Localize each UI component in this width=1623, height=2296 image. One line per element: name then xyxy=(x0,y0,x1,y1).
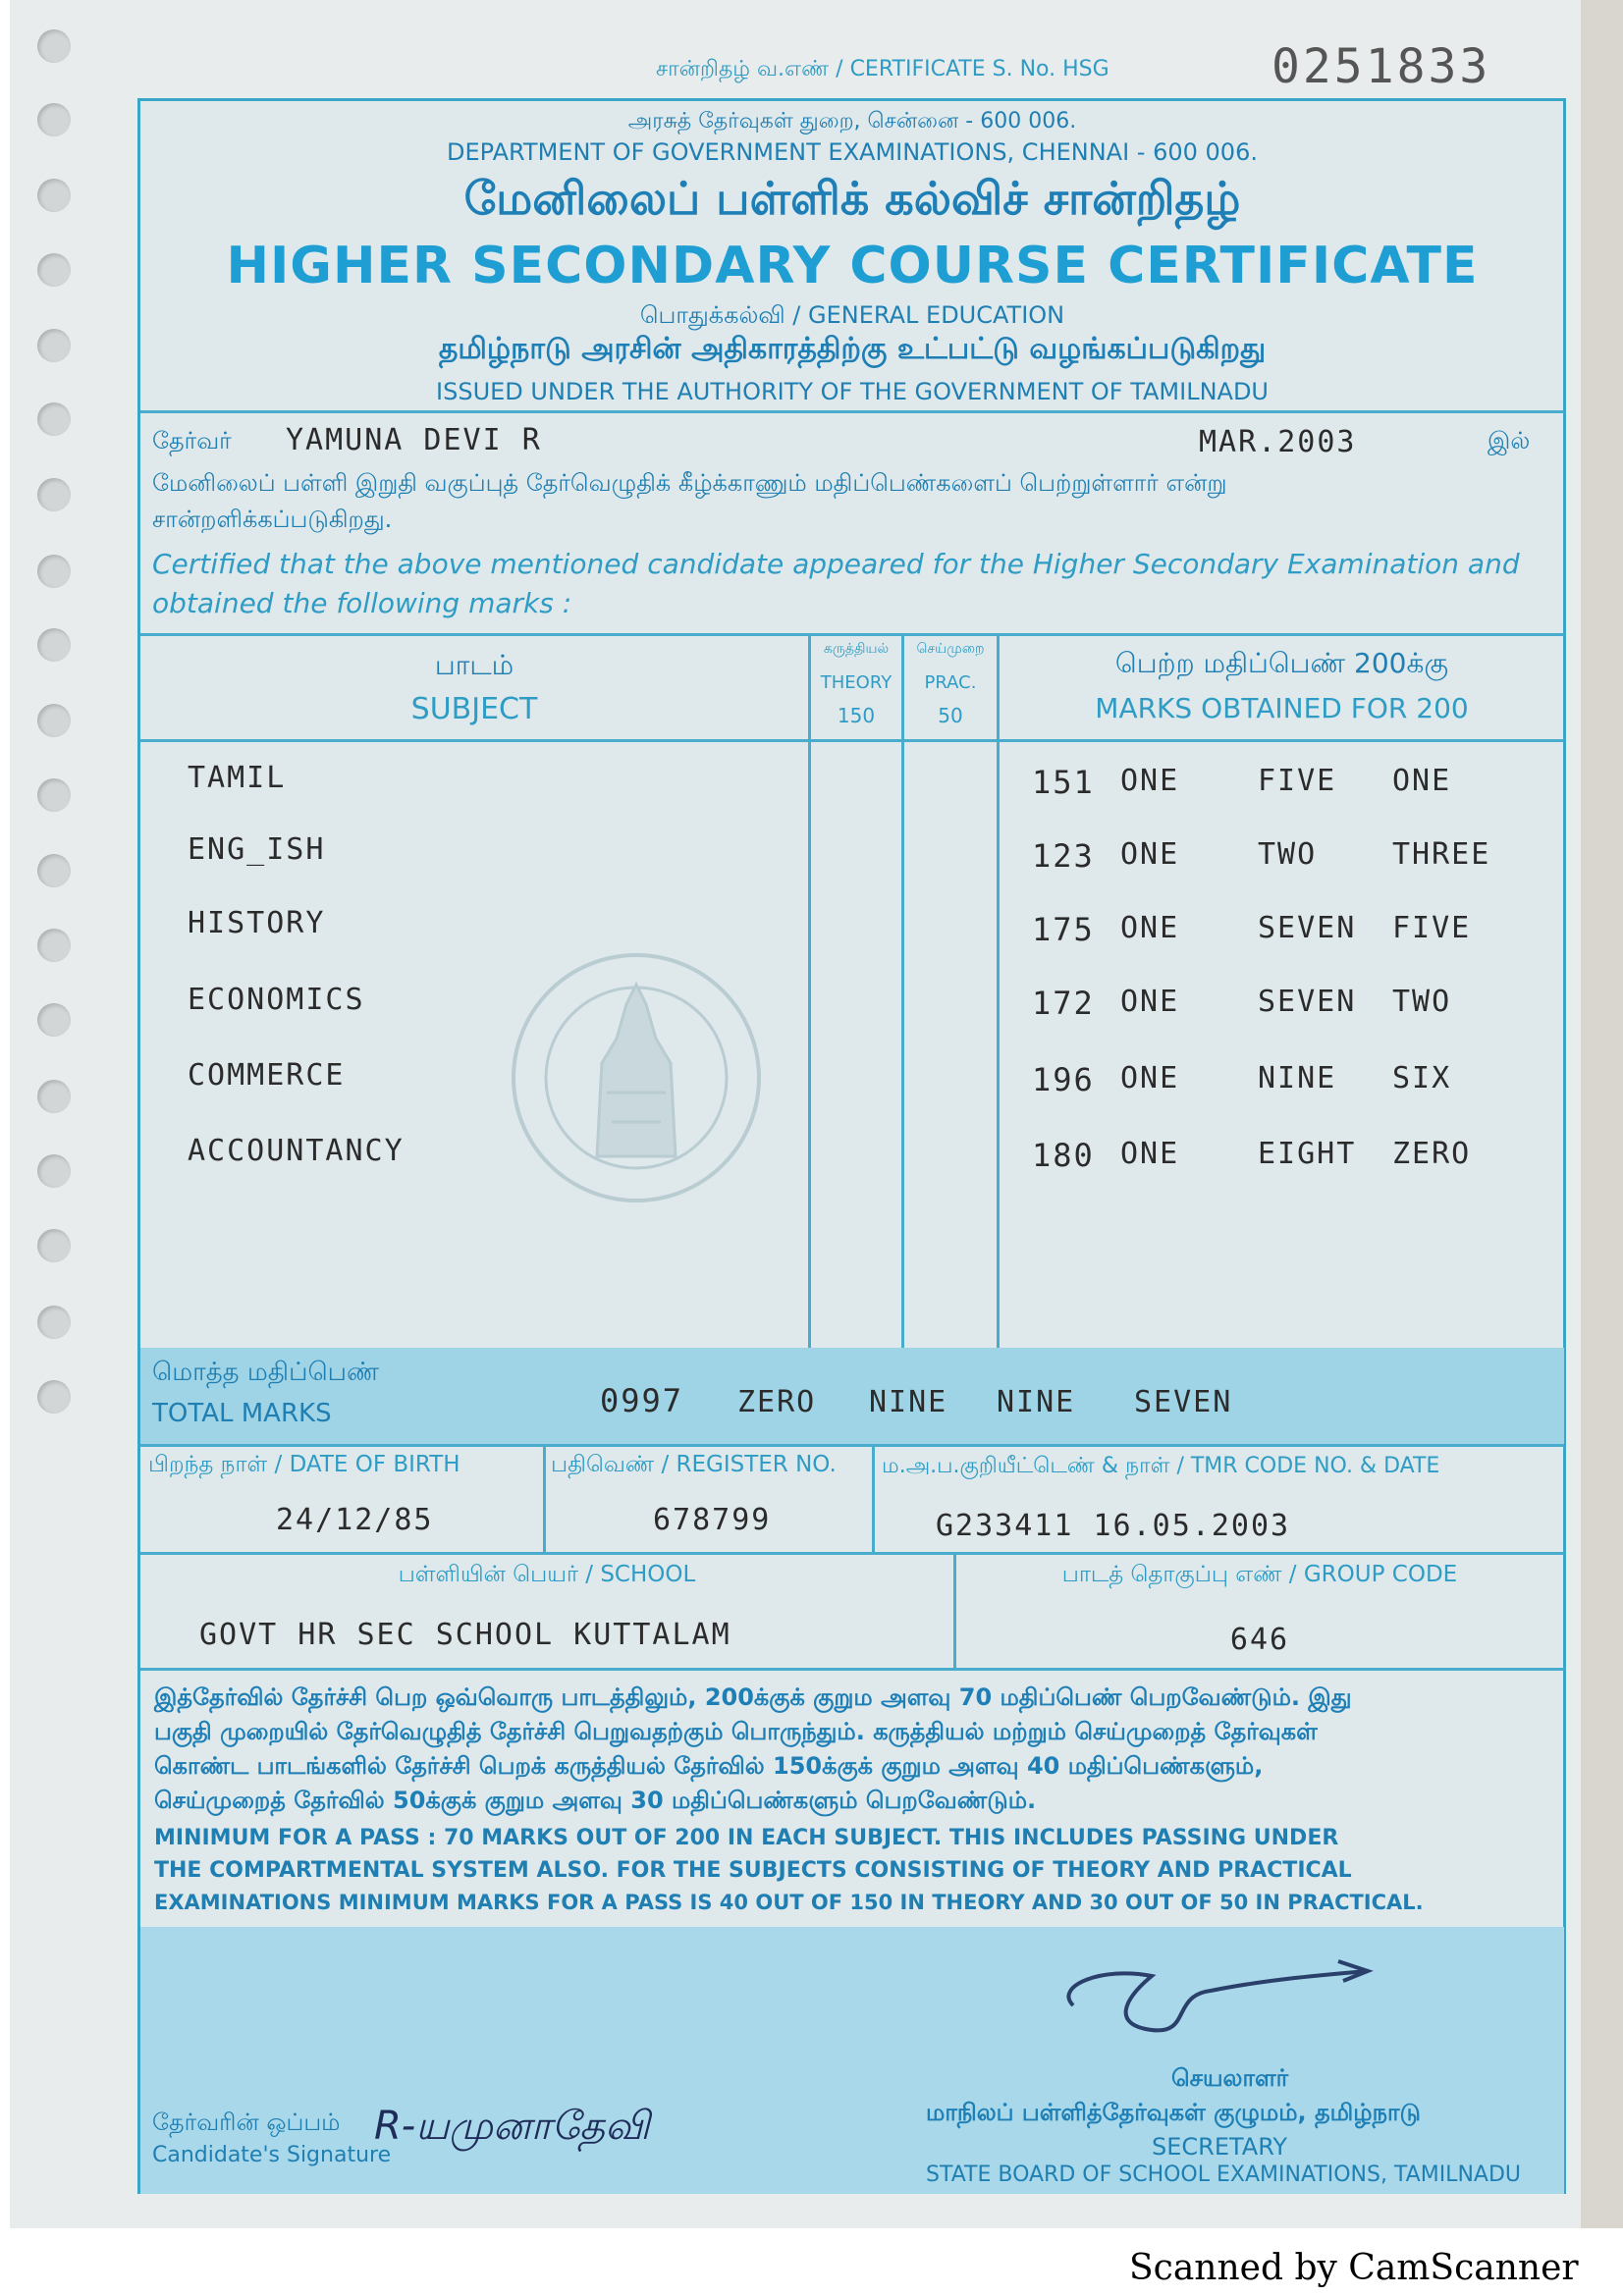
details-top-line xyxy=(140,1444,1564,1447)
school-label: பள்ளியின் பெயர் / SCHOOL xyxy=(398,1562,696,1587)
subject-header-tamil: பாடம் xyxy=(434,649,514,681)
candidate-label: தேர்வர் xyxy=(152,427,232,454)
dob-label: பிறந்த நாள் / DATE OF BIRTH xyxy=(148,1452,460,1477)
group-value: 646 xyxy=(1229,1623,1290,1657)
binder-hole xyxy=(37,478,71,511)
details-divider xyxy=(543,1444,546,1552)
statement-english-1: Certified that the above mentioned candidate appeared for the Higher Secondary Examination and xyxy=(152,548,1520,580)
serial-label: சான்றிதழ் வ.எண் / CERTIFICATE S. No. HSG xyxy=(656,57,1109,81)
certificate-frame xyxy=(137,98,1566,2194)
binder-hole xyxy=(37,854,71,887)
marks-word-2: FIVE xyxy=(1258,764,1337,798)
binder-hole xyxy=(37,179,71,212)
note-tamil-1: இத்தேர்வில் தேர்ச்சி பெற ஒவ்வொரு பாடத்திலும், 200க்குக் குறும அளவு 70 மதிப்பெண் பெறவேண்டும். இது xyxy=(154,1683,1352,1711)
candidate-name: YAMUNA DEVI R xyxy=(286,423,542,457)
statement-english-2: obtained the following marks : xyxy=(152,587,572,619)
subject-header: SUBJECT xyxy=(410,692,538,726)
col-divider-marks xyxy=(997,633,1000,1348)
marks-word-3: FIVE xyxy=(1392,911,1472,945)
marks-header: MARKS OBTAINED FOR 200 xyxy=(1095,692,1469,724)
binder-hole xyxy=(37,1229,71,1262)
subject-marks: 175 xyxy=(1032,911,1095,948)
tmr-label: ம.அ.ப.குறியீட்டெண் & நாள் / TMR CODE NO. & DATE xyxy=(882,1454,1440,1478)
title-english: HIGHER SECONDARY COURSE CERTIFICATE xyxy=(226,237,1479,295)
marks-word-3: ZERO xyxy=(1392,1137,1472,1171)
marks-word-3: SIX xyxy=(1392,1061,1452,1095)
prac-header: PRAC. xyxy=(924,672,977,693)
subject-name: ENG_ISH xyxy=(188,832,326,867)
marks-word-1: ONE xyxy=(1120,837,1180,872)
marks-word-3: TWO xyxy=(1392,985,1452,1019)
total-word-3: NINE xyxy=(997,1385,1076,1419)
marks-word-1: ONE xyxy=(1120,1137,1180,1171)
binder-hole xyxy=(37,1080,71,1113)
binder-hole xyxy=(37,253,71,287)
authority-tamil: தமிழ்நாடு அரசின் அதிகாரத்திற்கு உட்பட்டு வழங்கப்படுகிறது xyxy=(438,332,1267,366)
subject-marks: 196 xyxy=(1032,1061,1095,1098)
marks-word-1: ONE xyxy=(1120,911,1180,945)
binder-hole xyxy=(37,329,71,362)
dept-english: DEPARTMENT OF GOVERNMENT EXAMINATIONS, CHENNAI - 600 006. xyxy=(447,138,1258,166)
theory-header: THEORY xyxy=(820,672,893,693)
government-seal-icon xyxy=(504,945,769,1210)
col-divider-theory xyxy=(808,633,811,1348)
total-label-tamil: மொத்த மதிப்பெண் xyxy=(152,1358,380,1387)
candidate-sig-tamil: தேர்வரின் ஒப்பம் xyxy=(152,2109,341,2136)
group-label: பாடத் தொகுப்பு எண் / GROUP CODE xyxy=(1061,1562,1458,1587)
marks-word-1: ONE xyxy=(1120,985,1180,1019)
education-type: பொதுக்கல்வி / GENERAL EDUCATION xyxy=(639,301,1065,329)
statement-tamil-2: சான்றளிக்கப்படுகிறது. xyxy=(152,506,393,533)
note-tamil-4: செய்முறைத் தேர்வில் 50க்குக் குறும அளவு 30 மதிப்பெண்களும் பெறவேண்டும். xyxy=(154,1787,1037,1814)
subject-marks: 180 xyxy=(1032,1137,1095,1174)
authority-english: ISSUED UNDER THE AUTHORITY OF THE GOVERNMENT OF TAMILNADU xyxy=(436,378,1269,405)
binder-hole xyxy=(37,1154,71,1188)
theory-header-tamil: கருத்தியல் xyxy=(823,641,890,657)
marks-header-tamil: பெற்ற மதிப்பெண் 200க்கு xyxy=(1114,647,1449,679)
marks-word-2: EIGHT xyxy=(1258,1137,1357,1171)
subject-name: ACCOUNTANCY xyxy=(188,1134,405,1168)
marks-word-2: NINE xyxy=(1258,1061,1337,1095)
marks-word-2: SEVEN xyxy=(1258,911,1357,945)
details-divider xyxy=(872,1444,875,1552)
secretary-tamil: செயலாளர் xyxy=(1171,2064,1289,2092)
dob-value: 24/12/85 xyxy=(276,1503,434,1537)
total-word-4: SEVEN xyxy=(1134,1385,1233,1419)
binder-hole xyxy=(37,929,71,962)
binder-hole xyxy=(37,29,71,63)
marks-word-3: ONE xyxy=(1392,764,1452,798)
candidate-suffix: இல் xyxy=(1488,427,1531,454)
note-english-2: THE COMPARTMENTAL SYSTEM ALSO. FOR THE SUBJECTS CONSISTING OF THEORY AND PRACTICAL xyxy=(154,1858,1352,1883)
col-divider-prac xyxy=(901,633,904,1348)
board-english: STATE BOARD OF SCHOOL EXAMINATIONS, TAMILNADU xyxy=(926,2163,1521,2187)
marks-word-1: ONE xyxy=(1120,1061,1180,1095)
binder-hole xyxy=(37,704,71,737)
marks-word-2: TWO xyxy=(1258,837,1318,872)
prac-max: 50 xyxy=(938,704,963,727)
reg-value: 678799 xyxy=(653,1503,772,1537)
notes-top-line xyxy=(140,1668,1564,1671)
serial-number: 0251833 xyxy=(1271,39,1491,94)
candidate-sig-label: Candidate's Signature xyxy=(152,2143,392,2167)
total-word-1: ZERO xyxy=(737,1385,817,1419)
table-top-line xyxy=(140,633,1564,636)
board-tamil: மாநிலப் பள்ளித்தேர்வுகள் குழுமம், தமிழ்நாடு xyxy=(926,2099,1421,2126)
binder-hole xyxy=(37,778,71,812)
dept-tamil: அரசுத் தேர்வுகள் துறை, சென்னை - 600 006. xyxy=(627,109,1077,133)
subject-marks: 172 xyxy=(1032,985,1095,1022)
secretary-english: SECRETARY xyxy=(1152,2133,1288,2161)
marks-word-3: THREE xyxy=(1392,837,1491,872)
binder-hole xyxy=(37,628,71,662)
total-value: 0997 xyxy=(600,1382,684,1419)
marks-word-2: SEVEN xyxy=(1258,985,1357,1019)
subject-name: ECONOMICS xyxy=(188,983,365,1017)
total-label: TOTAL MARKS xyxy=(152,1399,332,1428)
note-english-3: EXAMINATIONS MINIMUM MARKS FOR A PASS IS 40 OUT OF 150 IN THEORY AND 30 OUT OF 50 IN PRACTICAL. xyxy=(154,1891,1424,1914)
tmr-value: G233411 16.05.2003 xyxy=(936,1509,1291,1543)
statement-tamil-1: மேனிலைப் பள்ளி இறுதி வகுப்புத் தேர்வெழுதிக் கீழ்க்காணும் மதிப்பெண்களைப் பெற்றுள்ளார் என்று xyxy=(152,469,1227,497)
details-middle-line xyxy=(140,1552,1564,1555)
note-english-1: MINIMUM FOR A PASS : 70 MARKS OUT OF 200 IN EACH SUBJECT. THIS INCLUDES PASSING UNDER xyxy=(154,1826,1339,1850)
subject-name: COMMERCE xyxy=(188,1058,346,1093)
note-tamil-3: கொண்ட பாடங்களில் தேர்ச்சி பெறக் கருத்தியல் தேர்வில் 150க்குக் குறும அளவு 40 மதிப்பெண்களும், xyxy=(154,1752,1264,1780)
binder-hole xyxy=(37,1003,71,1037)
scanner-watermark: Scanned by CamScanner xyxy=(1129,2248,1579,2288)
binder-hole xyxy=(37,402,71,436)
school-value: GOVT HR SEC SCHOOL KUTTALAM xyxy=(199,1618,731,1652)
subject-name: TAMIL xyxy=(188,761,287,795)
title-tamil: மேனிலைப் பள்ளிக் கல்விச் சான்றிதழ் xyxy=(463,172,1241,225)
note-tamil-2: பகுதி முறையில் தேர்வெழுதித் தேர்ச்சி பெறுவதற்கும் பொருந்தும். கருத்தியல் மற்றும் செய்முறைத் தேர்வுகள் xyxy=(154,1718,1318,1745)
total-word-2: NINE xyxy=(869,1385,948,1419)
binder-hole xyxy=(37,555,71,588)
subject-name: HISTORY xyxy=(188,906,326,940)
candidate-signature: R-யமுனாதேவி xyxy=(374,2104,650,2149)
theory-max: 150 xyxy=(837,704,876,727)
marks-word-1: ONE xyxy=(1120,764,1180,798)
subject-marks: 123 xyxy=(1032,837,1095,875)
reg-label: பதிவெண் / REGISTER NO. xyxy=(551,1452,837,1477)
exam-month: MAR.2003 xyxy=(1199,425,1357,459)
secretary-signature-icon xyxy=(1044,1947,1378,2064)
binder-hole xyxy=(37,103,71,136)
prac-header-tamil: செய்முறை xyxy=(916,641,985,657)
paper-edge xyxy=(1581,0,1623,2228)
subject-marks: 151 xyxy=(1032,764,1095,801)
header-divider xyxy=(140,410,1564,413)
table-header-line xyxy=(140,739,1564,742)
binder-hole xyxy=(37,1380,71,1414)
binder-hole xyxy=(37,1306,71,1339)
